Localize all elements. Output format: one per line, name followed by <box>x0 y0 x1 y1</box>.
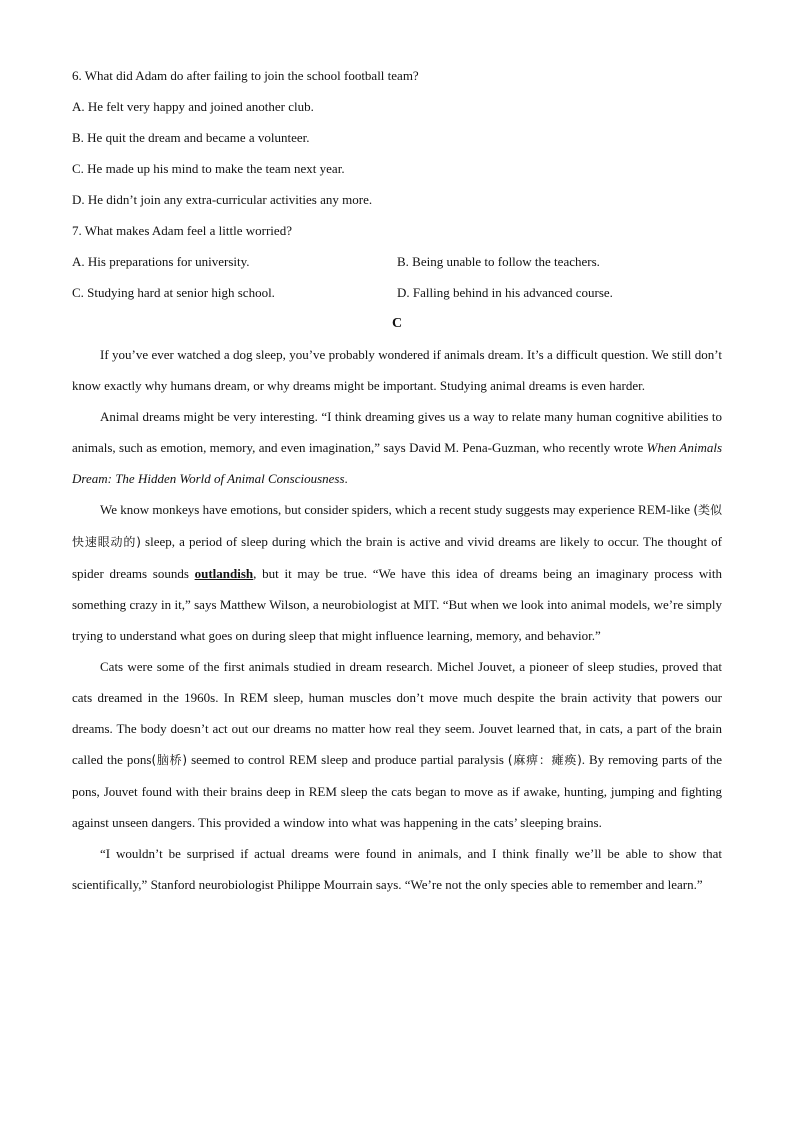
paragraph-2-text: Animal dreams might be very interesting. “I think dreaming gives us a way to relate many human cognitive abilities to animals, such as emotion, memory, and even imagination,” says David M. Pena-Guzman, who recently wrote <box>72 409 722 455</box>
paragraph-4-end: . By removing parts of the pons, Jouvet found with their brains deep in REM sleep the cats began to move as if awake, hunting, jumping and fighting against unseen dangers. This provided a window into what was happening in the cats’ sleeping brains. <box>72 752 722 830</box>
paragraph-3-end: , but it may be true. “We have this idea of dreams being an imaginary process with something crazy in it,” says Matthew Wilson, a neurobiologist at MIT. “But when we look into animal models, we’re simply trying to understand what goes on during sleep that might influence learning, memory, and behavior.” <box>72 566 722 643</box>
passage-paragraph-3 <box>72 494 722 651</box>
paragraph-3-middle: sleep, a period of sleep during which the brain is active and vivid dreams are likely to occur. The thought of spider dreams sounds <box>72 534 722 581</box>
question-6-option-c: C. He made up his mind to make the team next year. <box>72 161 345 176</box>
question-7-options-row-1 <box>72 246 722 277</box>
question-7-option-c: C. Studying hard at senior high school. <box>72 285 275 300</box>
question-7-option-a: A. His preparations for university. <box>72 254 250 269</box>
question-6-option-a: A. He felt very happy and joined another club. <box>72 99 314 114</box>
underlined-keyword: outlandish <box>194 566 254 581</box>
paragraph-4-middle: seemed to control REM sleep and produce partial paralysis <box>187 752 508 767</box>
chinese-gloss-pons: (脑桥) <box>151 753 188 767</box>
book-title: When Animals Dream: The Hidden World of Animal Consciousness <box>72 440 723 486</box>
passage-paragraph-1: If you’ve ever watched a dog sleep, you’ve probably wondered if animals dream. It’s a difficult question. We still don’t know exactly why humans dream, or why dreams might be important. Studying animal dreams is even harder. <box>72 347 722 393</box>
exam-page <box>72 60 722 900</box>
passage-paragraph-5: “I wouldn’t be surprised if actual dreams were found in animals, and I think finally we’ll be able to show that scientifically,” Stanford neurobiologist Philippe Mourrain says. “We’re not the only species able to remember and learn.” <box>72 846 722 892</box>
chinese-gloss-rem-like: (类似快速眼动的) <box>72 503 723 549</box>
question-7-options-row-2 <box>72 277 722 308</box>
question-7-option-b: B. Being unable to follow the teachers. <box>397 254 600 269</box>
passage-paragraph-2 <box>72 401 722 494</box>
passage-paragraph-4 <box>72 651 722 838</box>
section-heading: C <box>391 316 403 331</box>
paragraph-2-end: . <box>344 471 348 486</box>
paragraph-3-text: We know monkeys have emotions, but consider spiders, which a recent study suggests may experience REM-like <box>100 502 694 517</box>
paragraph-4-text: Cats were some of the first animals studied in dream research. Michel Jouvet, a pioneer of sleep studies, proved that cats dreamed in the 1960s. In REM sleep, human muscles don’t move much despite the brain activity that powers our dreams. The body doesn’t act out our dreams no matter how real they seem. Jouvet learned that, in cats, a part of the brain called the pons <box>72 659 722 767</box>
question-6-option-b: B. He quit the dream and became a volunteer. <box>72 130 310 145</box>
question-6-option-d: D. He didn’t join any extra-curricular activities any more. <box>72 192 373 207</box>
question-7-option-d: D. Falling behind in his advanced course. <box>397 285 613 300</box>
question-6-stem: 6. What did Adam do after failing to join the school football team? <box>72 68 419 83</box>
chinese-gloss-paralysis: (麻痹：瘫痪) <box>507 753 582 767</box>
question-7-stem: 7. What makes Adam feel a little worried? <box>72 223 292 238</box>
